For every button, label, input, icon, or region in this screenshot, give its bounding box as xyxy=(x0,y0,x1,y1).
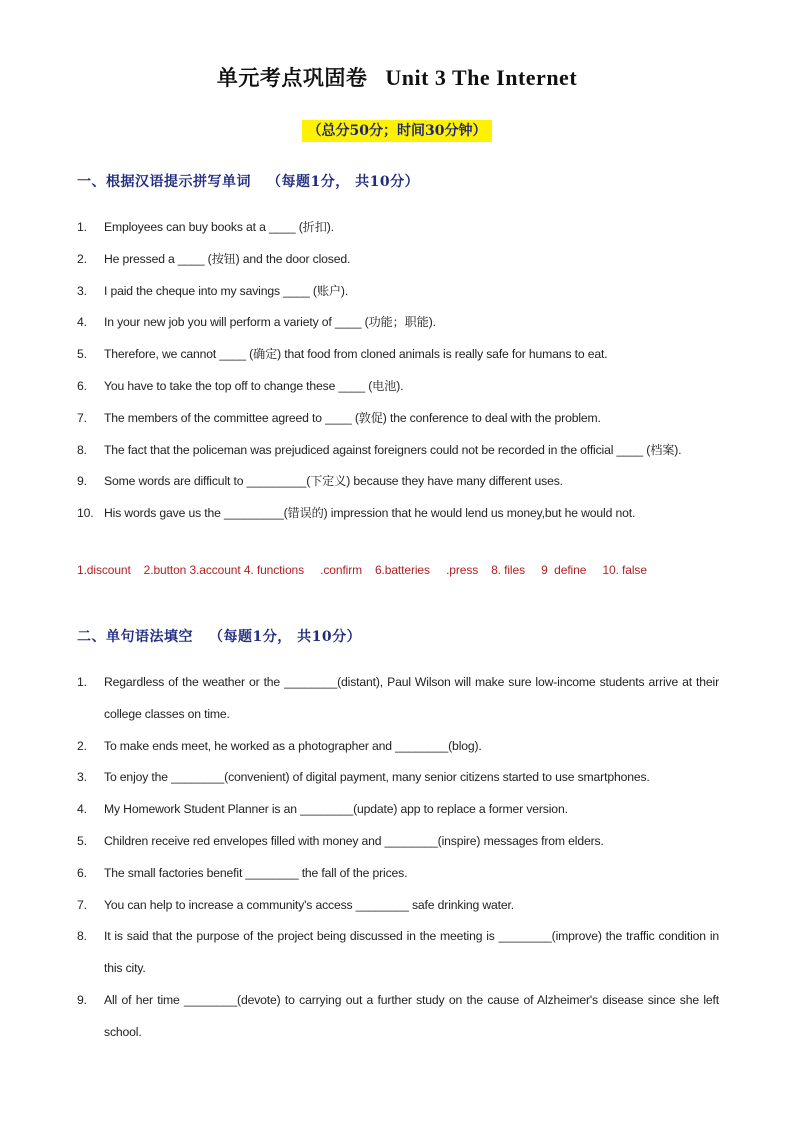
item-text: The small factories benefit ________ the fall of the prices. xyxy=(104,865,408,880)
list-item xyxy=(77,339,719,371)
list-item xyxy=(77,371,719,403)
list-item xyxy=(77,667,719,731)
item-number: 5. xyxy=(77,833,87,848)
item-number: 3. xyxy=(77,283,87,298)
item-text: The members of the committee agreed to ____ (敦促) the conference to deal with the problem. xyxy=(104,410,601,425)
item-number: 10. xyxy=(77,506,94,521)
section2-note: （每题1分， 共10分） xyxy=(209,629,362,645)
section2-heading xyxy=(77,626,361,646)
list-item xyxy=(77,403,719,435)
item-text: Therefore, we cannot ____ (确定) that food from cloned animals is really safe for humans to eat. xyxy=(104,347,608,362)
item-number: 4. xyxy=(77,802,87,817)
list-item xyxy=(77,276,719,308)
list-item xyxy=(77,212,719,244)
list-item xyxy=(77,731,719,763)
item-text: He pressed a ____ (按钮) and the door closed. xyxy=(104,251,351,266)
list-item xyxy=(77,244,719,276)
item-text: It is said that the purpose of the project being discussed in the meeting is ________(improve) the traffic condition in this city. xyxy=(104,929,719,976)
item-text: All of her time ________(devote) to carrying out a further study on the cause of Alzheimer's disease since she left school. xyxy=(104,992,719,1039)
item-number: 8. xyxy=(77,929,87,944)
item-number: 8. xyxy=(77,442,87,457)
list-item xyxy=(77,498,719,530)
item-text: Some words are difficult to _________(下定义) because they have many different uses. xyxy=(104,474,563,489)
list-item xyxy=(77,858,719,890)
item-text: Children receive red envelopes filled with money and ________(inspire) messages from elders. xyxy=(104,833,604,848)
section2-list xyxy=(77,667,719,1049)
item-number: 3. xyxy=(77,770,87,785)
section2-title: 二、单句语法填空 xyxy=(77,629,193,645)
item-number: 7. xyxy=(77,410,87,425)
title-cn: 单元考点巩固卷 xyxy=(216,65,368,90)
item-text: To make ends meet, he worked as a photographer and ________(blog). xyxy=(104,738,482,753)
item-number: 2. xyxy=(77,251,87,266)
item-text: To enjoy the ________(convenient) of digital payment, many senior citizens started to use smartphones. xyxy=(104,770,650,785)
item-number: 5. xyxy=(77,347,87,362)
subtitle-wrap xyxy=(0,120,794,142)
item-text: His words gave us the _________(错误的) impression that he would lend us money,but he would not. xyxy=(104,506,636,521)
title-en: Unit 3 The Internet xyxy=(385,65,578,90)
item-text: I paid the cheque into my savings ____ (账户). xyxy=(104,283,349,298)
item-text: You have to take the top off to change these ____ (电池). xyxy=(104,378,404,393)
item-text: Regardless of the weather or the ________(distant), Paul Wilson will make sure low-income students arrive at their college classes on time. xyxy=(104,675,719,721)
item-number: 9. xyxy=(77,992,87,1007)
list-item xyxy=(77,435,719,467)
item-text: In your new job you will perform a variety of ____ (功能；职能). xyxy=(104,315,436,330)
list-item xyxy=(77,890,719,922)
list-item xyxy=(77,466,719,498)
item-number: 6. xyxy=(77,865,87,880)
section1-heading xyxy=(77,171,419,191)
list-item xyxy=(77,794,719,826)
item-number: 7. xyxy=(77,897,87,912)
item-text: My Homework Student Planner is an ________(update) app to replace a former version. xyxy=(104,802,568,817)
list-item xyxy=(77,307,719,339)
item-text: The fact that the policeman was prejudiced against foreigners could not be recorded in the official ____ (档案). xyxy=(104,442,682,457)
score-time-banner: （总分50分；时间30分钟） xyxy=(302,120,493,142)
item-number: 2. xyxy=(77,738,87,753)
list-item xyxy=(77,985,719,1049)
section1-title: 一、根据汉语提示拼写单词 xyxy=(77,174,251,190)
page-title xyxy=(0,62,794,92)
item-text: Employees can buy books at a ____ (折扣). xyxy=(104,220,334,234)
section1-list xyxy=(77,212,719,530)
item-number: 4. xyxy=(77,315,87,330)
answer-key: 1.discount 2.button 3.account 4. functions .confirm 6.batteries .press 8. files 9 define 10. false xyxy=(77,563,647,577)
item-number: 9. xyxy=(77,474,87,489)
list-item xyxy=(77,826,719,858)
item-number: 6. xyxy=(77,378,87,393)
item-number: 1. xyxy=(77,675,87,689)
item-number: 1. xyxy=(77,220,87,234)
list-item xyxy=(77,921,719,985)
item-text: You can help to increase a community's access ________ safe drinking water. xyxy=(104,897,514,912)
list-item xyxy=(77,762,719,794)
section1-note: （每题1分， 共10分） xyxy=(267,174,420,190)
